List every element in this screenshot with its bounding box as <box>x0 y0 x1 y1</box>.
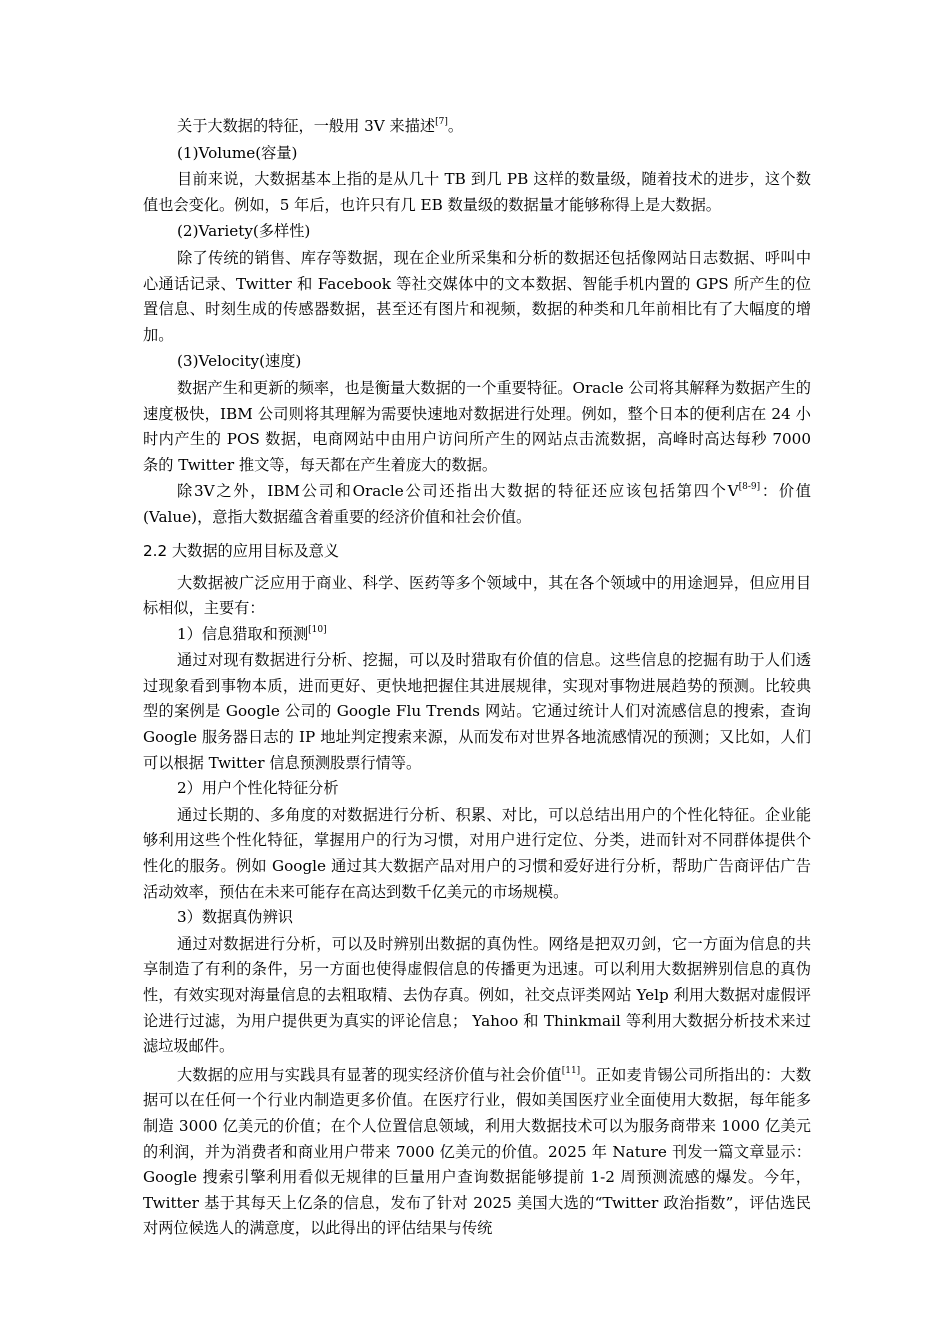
paragraph-text: 大数据的应用与实践具有显著的现实经济价值与社会价值 <box>177 1065 562 1084</box>
citation-ref: [11] <box>561 1065 581 1076</box>
paragraph-text: ：价值(Value)，意指大数据蕴含着重要的经济价值和社会价值。 <box>143 482 811 526</box>
paragraph-value <box>143 479 811 530</box>
citation-ref: [7] <box>435 116 448 127</box>
list-item-title-1 <box>143 622 811 648</box>
paragraph-closing <box>143 1063 811 1242</box>
paragraph-volume: 目前来说，大数据基本上指的是从几十 TB 到几 PB 这样的数量级，随着技术的进步，这个数值也会变化。例如，5 年后，也许只有几 EB 数量级的数据量才能够称得上是大数据。 <box>143 170 811 214</box>
paragraph-3v-intro <box>143 114 811 140</box>
paragraph-text: 关于大数据的特征，一般用 3V 来描述 <box>177 117 436 135</box>
subheading-velocity: (3)Velocity(速度) <box>177 352 302 371</box>
paragraph-section-intro: 大数据被广泛应用于商业、科学、医药等多个领域中，其在各个领域中的用途迥异，但应用目标相似，主要有： <box>143 573 811 618</box>
paragraph-text: 。 <box>447 117 464 135</box>
subheading-variety: (2)Variety(多样性) <box>177 222 311 241</box>
list-item-title-2: 2）用户个性化特征分析 <box>177 779 339 798</box>
paragraph-item-1: 通过对现有数据进行分析、挖掘，可以及时猎取有价值的信息。这些信息的挖掘有助于人们透过现象看到事物本质，进而更好、更快地把握住其进展规律，实现对事物进展趋势的预测。比较典型的案例是 Google 公司的 Google Flu Trends 网站。它通过统计人们对流感信息的搜索，查询 Google 服务器日志的 IP 地址判定搜索来源，从而发布对世界各地流感情况的预测；又比如，人们可以根据 Twitter 信息预测股票行情等。 <box>143 651 811 772</box>
section-heading: 2.2 大数据的应用目标及意义 <box>143 541 340 560</box>
paragraph-velocity: 数据产生和更新的频率，也是衡量大数据的一个重要特征。Oracle 公司将其解释为数据产生的速度极快，IBM 公司则将其理解为需要快速地对数据进行处理。例如，整个日本的便利店在 24 小时内产生的 POS 数据，电商网站中由用户访问所产生的网站点击流数据，高峰时高达每秒 7000 条的 Twitter 推文等，每天都在产生着庞大的数据。 <box>143 378 811 474</box>
paragraph-item-3: 通过对数据进行分析，可以及时辨别出数据的真伪性。网络是把双刃剑，它一方面为信息的共享制造了有利的条件，另一方面也使得虚假信息的传播更为迅速。可以利用大数据辨别信息的真伪性，有效实现对海量信息的去粗取精、去伪存真。例如，社交点评类网站 Yelp 利用大数据对虚假评论进行过滤，为用户提供更为真实的评论信息； Yahoo 和 Thinkmail 等利用大数据分析技术来过滤垃圾邮件。 <box>143 934 811 1056</box>
paragraph-item-2: 通过长期的、多角度的对数据进行分析、积累、对比，可以总结出用户的个性化特征。企业能够利用这些个性化特征，掌握用户的行为习惯，对用户进行定位、分类，进而针对不同群体提供个性化的服务。例如 Google 通过其大数据产品对用户的习惯和爱好进行分析，帮助广告商评估广告活动效率，预估在未来可能存在高达到数千亿美元的市场规模。 <box>143 805 811 901</box>
paragraph-text: 。正如麦肯锡公司所指出的：大数据可以在任何一个行业内制造更多价值。在医疗行业，假如美国医疗业全面使用大数据，每年能多制造 3000 亿美元的价值；在个人位置信息领域，利用大数据技术可以为服务商带来 1000 亿美元的利润，并为消费者和商业用户带来 7000 亿美元的价值。2025 年 Nature 刊发一篇文章显示：Google 搜索引擎利用看似无规律的巨量用户查询数据能够提前 1-2 周预测流感的爆发。今年，Twitter 基于其每天上亿条的信息，发布了针对 2025 美国大选的“Twitter 政治指数”，评估选民对两位候选人的满意度，以此得出的评估结果与传统 <box>143 1065 812 1238</box>
list-item-title-3: 3）数据真伪辨识 <box>177 908 293 927</box>
list-item-title-text: 1）信息猎取和预测 <box>177 624 309 643</box>
paragraph-text: 除3V之外，IBM公司和Oracle公司还指出大数据的特征还应该包括第四个V <box>177 482 739 501</box>
citation-ref: [10] <box>308 624 327 635</box>
subheading-volume: (1)Volume(容量) <box>177 143 298 162</box>
paragraph-variety: 除了传统的销售、库存等数据，现在企业所采集和分析的数据还包括像网站日志数据、呼叫中心通话记录、Twitter 和 Facebook 等社交媒体中的文本数据、智能手机内置的 GPS 所产生的位置信息、时刻生成的传感器数据，甚至还有图片和视频，数据的种类和几年前相比有了大幅度的增加。 <box>143 248 811 344</box>
citation-ref: [8-9] <box>738 482 761 493</box>
page-content <box>143 114 811 1242</box>
